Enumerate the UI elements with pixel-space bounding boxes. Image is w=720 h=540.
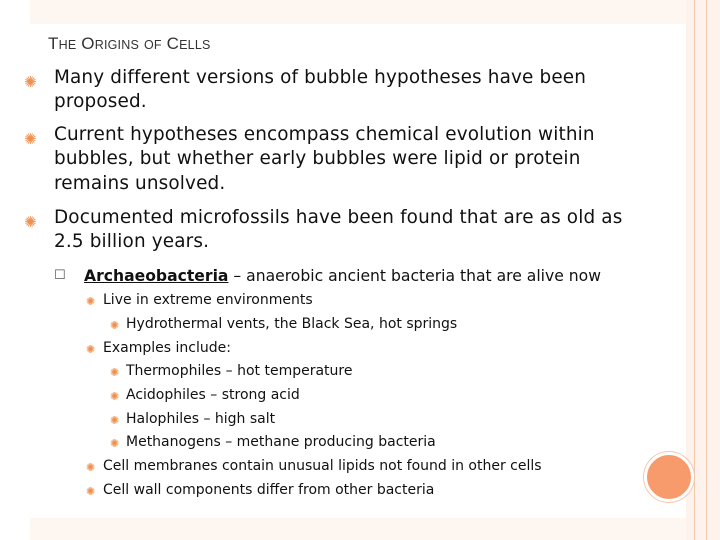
frame-bottom-band <box>30 518 694 540</box>
list-item: ✺ Live in extreme environments <box>86 291 646 309</box>
checkbox-bullet-icon: ☐ <box>54 268 66 283</box>
gear-bullet-icon: ✺ <box>110 414 120 427</box>
list-item: ✺ Thermophiles – hot temperature <box>110 362 630 380</box>
term-definition: – anaerobic ancient bacteria that are alive now <box>228 267 601 285</box>
list-item: ✺ Cell membranes contain unusual lipids not found in other cells <box>86 457 646 475</box>
list-item: ✺ Methanogens – methane producing bacteria <box>110 433 630 451</box>
gear-bullet-icon: ✺ <box>110 319 120 332</box>
gear-bullet-icon: ✺ <box>24 73 37 91</box>
gear-bullet-icon: ✺ <box>86 461 96 474</box>
bullet-item: ✺ Many different versions of bubble hypotheses have been proposed. <box>24 67 587 113</box>
list-item: ✺ Acidophiles – strong acid <box>110 386 630 404</box>
frame-line <box>694 0 695 540</box>
gear-bullet-icon: ✺ <box>110 390 120 403</box>
slide-title: THE ORIGINS OF CELLS <box>48 34 211 53</box>
gear-bullet-icon: ✺ <box>86 343 96 356</box>
gear-bullet-icon: ✺ <box>110 437 120 450</box>
term-archaeobacteria: Archaeobacteria <box>84 267 229 285</box>
gear-bullet-icon: ✺ <box>86 485 96 498</box>
list-item: ✺ Hydrothermal vents, the Black Sea, hot springs <box>110 315 630 333</box>
bullet-item: ✺ Current hypotheses encompass chemical evolution within bubbles, but whether early bubbles were lipid or protein remains unsolved. <box>24 124 595 194</box>
gear-bullet-icon: ✺ <box>24 130 37 148</box>
decorative-circle <box>644 452 694 502</box>
gear-bullet-icon: ✺ <box>24 213 37 231</box>
list-item: ✺ Halophiles – high salt <box>110 410 630 428</box>
frame-right-border <box>686 0 720 540</box>
list-item: ✺ Examples include: <box>86 339 646 357</box>
gear-bullet-icon: ✺ <box>110 366 120 379</box>
frame-top-band <box>30 0 694 24</box>
bullet-item: ✺ Documented microfossils have been found that are as old as 2.5 billion years. <box>24 207 623 253</box>
gear-bullet-icon: ✺ <box>86 295 96 308</box>
list-item: ✺ Cell wall components differ from other bacteria <box>86 481 646 499</box>
sub-bullet-archaeobacteria <box>54 266 674 286</box>
frame-line <box>706 0 707 540</box>
